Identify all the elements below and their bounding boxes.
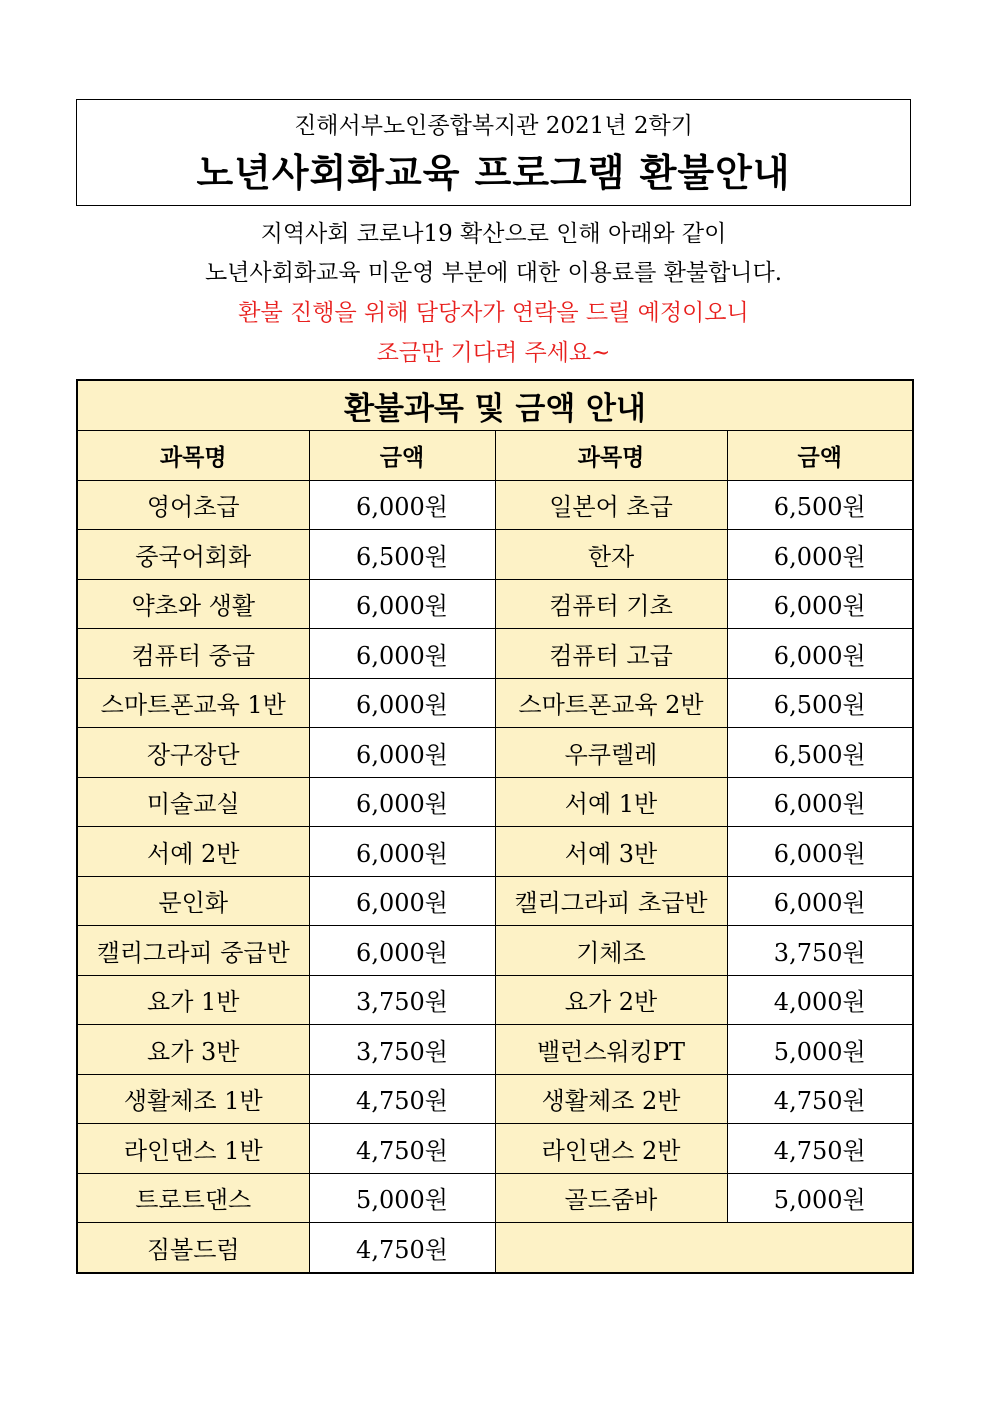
fee-cell: 6,000원 [309, 480, 495, 530]
table-title-row [77, 380, 913, 431]
fee-cell: 6,000원 [309, 579, 495, 629]
course-name-cell: 골드줌바 [495, 1173, 727, 1223]
table-row [77, 1124, 913, 1174]
course-name-cell: 문인화 [77, 876, 309, 926]
fee-cell: 6,000원 [309, 629, 495, 679]
course-name-cell: 트로트댄스 [77, 1173, 309, 1223]
course-name-cell: 요가 2반 [495, 975, 727, 1025]
fee-cell: 4,750원 [309, 1223, 495, 1273]
course-name-cell: 생활체조 2반 [495, 1074, 727, 1124]
fee-cell: 6,000원 [727, 579, 913, 629]
course-name-cell: 장구장단 [77, 728, 309, 778]
table-row [77, 1173, 913, 1223]
fee-cell: 6,500원 [727, 480, 913, 530]
table-row [77, 1025, 913, 1075]
empty-cell [495, 1223, 913, 1273]
fee-cell: 6,000원 [727, 530, 913, 580]
course-name-cell: 영어초급 [77, 480, 309, 530]
fee-cell: 3,750원 [309, 1025, 495, 1075]
course-name-cell: 스마트폰교육 2반 [495, 678, 727, 728]
fee-cell: 3,750원 [309, 975, 495, 1025]
course-name-cell: 캘리그라피 중급반 [77, 926, 309, 976]
course-name-cell: 컴퓨터 고급 [495, 629, 727, 679]
course-name-cell: 짐볼드럼 [77, 1223, 309, 1273]
fee-cell: 4,750원 [309, 1124, 495, 1174]
fee-cell: 4,750원 [309, 1074, 495, 1124]
course-name-cell: 서예 2반 [77, 827, 309, 877]
table-row-last [77, 1223, 913, 1273]
table-row [77, 530, 913, 580]
fee-cell: 5,000원 [727, 1025, 913, 1075]
table-row [77, 975, 913, 1025]
fee-cell: 6,500원 [727, 728, 913, 778]
fee-cell: 6,000원 [727, 827, 913, 877]
table-row [77, 926, 913, 976]
course-name-cell: 밸런스워킹PT [495, 1025, 727, 1075]
fee-cell: 6,000원 [309, 777, 495, 827]
fee-cell: 4,750원 [727, 1124, 913, 1174]
fee-cell: 6,000원 [727, 629, 913, 679]
table-title: 환불과목 및 금액 안내 [77, 380, 913, 431]
fee-cell: 6,000원 [309, 876, 495, 926]
fee-cell: 6,000원 [727, 777, 913, 827]
table-row [77, 629, 913, 679]
column-header-name-right: 과목명 [495, 431, 727, 481]
course-name-cell: 일본어 초급 [495, 480, 727, 530]
course-name-cell: 기체조 [495, 926, 727, 976]
course-name-cell: 스마트폰교육 1반 [77, 678, 309, 728]
column-header-fee-left: 금액 [309, 431, 495, 481]
course-name-cell: 컴퓨터 중급 [77, 629, 309, 679]
course-name-cell: 서예 1반 [495, 777, 727, 827]
fee-cell: 6,000원 [309, 926, 495, 976]
document-header [76, 99, 911, 206]
fee-cell: 6,500원 [727, 678, 913, 728]
table-row [77, 728, 913, 778]
table-row [77, 876, 913, 926]
table-row [77, 1074, 913, 1124]
fee-cell: 5,000원 [727, 1173, 913, 1223]
course-name-cell: 서예 3반 [495, 827, 727, 877]
column-header-name-left: 과목명 [77, 431, 309, 481]
course-name-cell: 우쿠렐레 [495, 728, 727, 778]
table-header-row [77, 431, 913, 481]
course-name-cell: 한자 [495, 530, 727, 580]
table-row [77, 480, 913, 530]
course-name-cell: 생활체조 1반 [77, 1074, 309, 1124]
notice-line-1: 지역사회 코로나19 확산으로 인해 아래와 같이 [260, 221, 727, 247]
course-name-cell: 약초와 생활 [77, 579, 309, 629]
course-name-cell: 라인댄스 1반 [77, 1124, 309, 1174]
fee-cell: 4,000원 [727, 975, 913, 1025]
notice-line-2: 노년사회화교육 미운영 부분에 대한 이용료를 환불합니다. [204, 260, 783, 286]
fee-cell: 6,000원 [727, 876, 913, 926]
table-row [77, 827, 913, 877]
table-row [77, 579, 913, 629]
course-name-cell: 캘리그라피 초급반 [495, 876, 727, 926]
course-name-cell: 요가 3반 [77, 1025, 309, 1075]
course-name-cell: 컴퓨터 기초 [495, 579, 727, 629]
fee-cell: 3,750원 [727, 926, 913, 976]
notice-line-3: 환불 진행을 위해 담당자가 연락을 드릴 예정이오니 [238, 300, 749, 326]
course-name-cell: 요가 1반 [77, 975, 309, 1025]
fee-cell: 5,000원 [309, 1173, 495, 1223]
course-name-cell: 미술교실 [77, 777, 309, 827]
notice-line-4: 조금만 기다려 주세요~ [376, 340, 611, 366]
document-title: 노년사회화교육 프로그램 환불안내 [196, 151, 791, 195]
fee-cell: 6,000원 [309, 678, 495, 728]
fee-cell: 6,000원 [309, 827, 495, 877]
table-row [77, 678, 913, 728]
column-header-fee-right: 금액 [727, 431, 913, 481]
table-row [77, 777, 913, 827]
refund-fee-table [76, 379, 914, 1274]
fee-cell: 6,500원 [309, 530, 495, 580]
course-name-cell: 라인댄스 2반 [495, 1124, 727, 1174]
fee-cell: 4,750원 [727, 1074, 913, 1124]
course-name-cell: 중국어회화 [77, 530, 309, 580]
fee-cell: 6,000원 [309, 728, 495, 778]
header-subtitle: 진해서부노인종합복지관 2021년 2학기 [294, 113, 693, 139]
